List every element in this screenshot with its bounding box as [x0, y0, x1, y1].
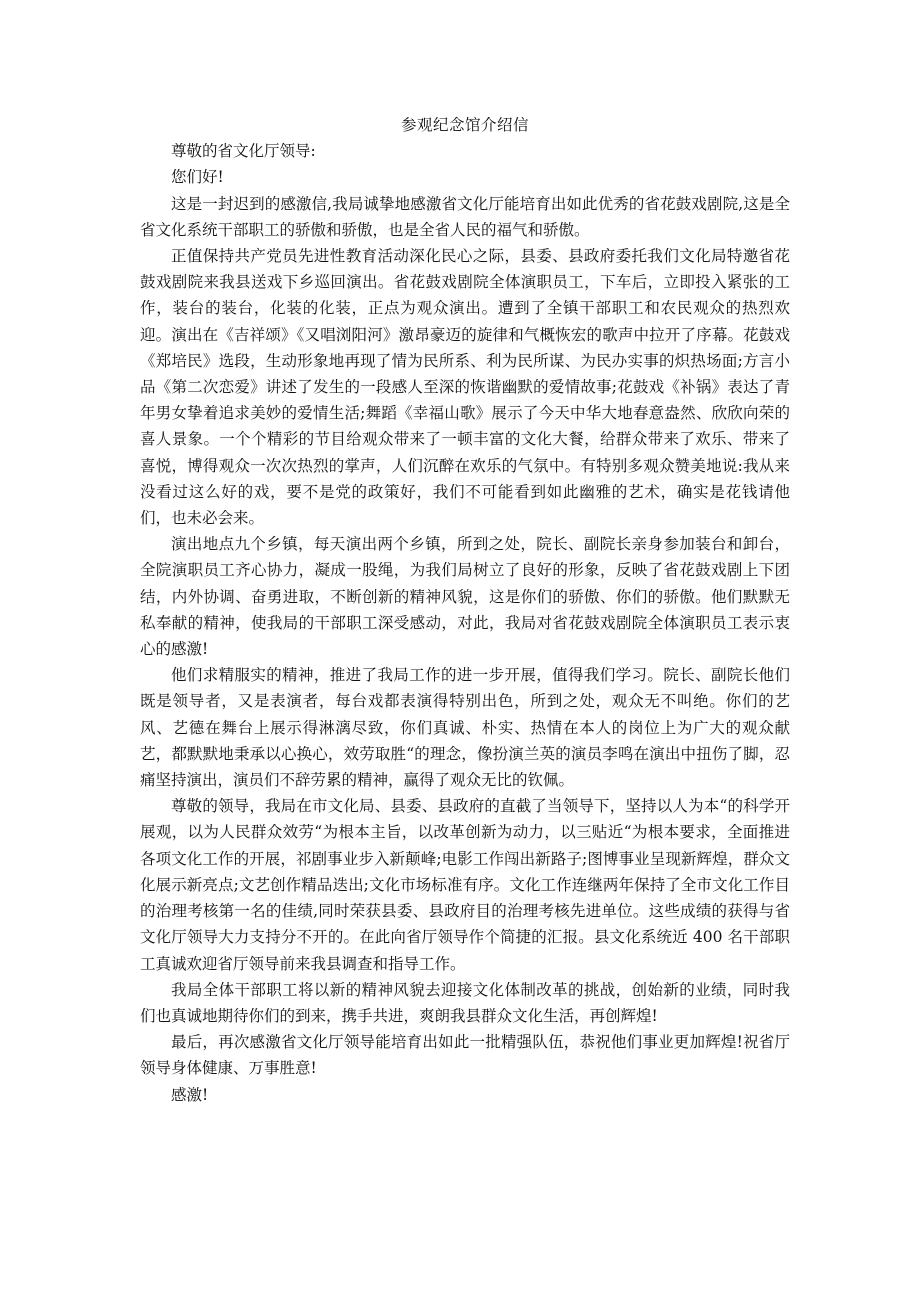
paragraph-4: 他们求精服实的精神，推进了我局工作的进一步开展，值得我们学习。院长、副院长他们既是领导者，又是表演者，每台戏都表演得特别出色，所到之处，观众无不叫绝。你们的艺风、艺德在舞台上展示得淋漓尽致，你们真诚、朴实、热情在本人的岗位上为广大的观众献艺，都默默地秉承以心换心，效劳取胜“的理念，像扮演兰英的演员李鸣在演出中扭伤了脚，忍痛坚持演出，演员们不辞劳累的精神，赢得了观众无比的钦佩。: [140, 666, 790, 790]
closing: 感激!: [171, 1085, 209, 1104]
letter-page: [140, 112, 790, 1108]
greeting: 您们好!: [171, 168, 224, 187]
paragraph-2: 正值保持共产党员先进性教育活动深化民心之际，县委、县政府委托我们文化局特邀省花鼓戏剧院来我县送戏下乡巡回演出。省花鼓戏剧院全体演职员工，下车后，立即投入紧张的工作，装台的装台，化装的化装，正点为观众演出。遭到了全镇干部职工和农民观众的热烈欢迎。演出在《吉祥颂》《又唱浏阳河》激昂豪迈的旋律和气概恢宏的歌声中拉开了序幕。花鼓戏《郑培民》选段，生动形象地再现了情为民所系、利为民所谋、为民办实事的炽热场面;方言小品《第二次恋爱》讲述了发生的一段感人至深的恢谐幽默的爱情故事;花鼓戏《补锅》表达了青年男女挚着追求美妙的爱情生活;舞蹈《幸福山歌》展示了今天中华大地春意盎然、欣欣向荣的喜人景象。一个个精彩的节目给观众带来了一顿丰富的文化大餐，给群众带来了欢乐、带来了喜悦，博得观众一次次热烈的掌声，人们沉醉在欢乐的气氛中。有特别多观众赞美地说:我从来没看过这么好的戏，要不是党的政策好，我们不可能看到如此幽雅的艺术，确实是花钱请他们，也未必会来。: [140, 247, 790, 528]
paragraph-1: 这是一封迟到的感激信,我局诚挚地感激省文化厅能培育出如此优秀的省花鼓戏剧院,这是全省文化系统干部职工的骄傲和骄傲，也是全省人民的福气和骄傲。: [140, 194, 790, 239]
letter-title: 参观纪念馆介绍信: [400, 116, 529, 134]
salutation: 尊敬的省文化厅领导:: [171, 142, 316, 161]
paragraph-7: 最后，再次感激省文化厅领导能培育出如此一批精强队伍，恭祝他们事业更加辉煌!祝省厅领导身体健康、万事胜意!: [140, 1033, 790, 1078]
paragraph-5: 尊敬的领导，我局在市文化局、县委、县政府的直截了当领导下，坚持以人为本“的科学开展观，以为人民群众效劳“为根本主旨，以改革创新为动力，以三贴近“为根本要求，全面推进各项文化工作的开展，祁剧事业步入新颠峰;电影工作闯出新路子;图博事业呈现新辉煌，群众文化展示新亮点;文艺创作精品迭出;文化市场标准有序。文化工作连继两年保持了全市文化工作目的治理考核第一名的佳绩,同时荣获县委、县政府目的治理考核先进单位。这些成绩的获得与省文化厅领导大力支持分不开的。在此向省厅领导作个简捷的汇报。县文化系统近 400 名干部职工真诚欢迎省厅领导前来我县调查和指导工作。: [140, 797, 790, 973]
paragraph-6: 我局全体干部职工将以新的精神风貌去迎接文化体制改革的挑战，创始新的业绩，同时我们也真诚地期待你们的到来，携手共进，爽朗我县群众文化生活，再创辉煌!: [140, 980, 790, 1025]
paragraph-3: 演出地点九个乡镇，每天演出两个乡镇，所到之处，院长、副院长亲身参加装台和卸台，全院演职员工齐心协力，凝成一股绳，为我们局树立了良好的形象，反映了省花鼓戏剧上下团结，内外协调、奋勇进取，不断创新的精神风貌，这是你们的骄傲、你们的骄傲。他们默默无私奉献的精神，使我局的干部职工深受感动，对此，我局对省花鼓戏剧院全体演职员工表示衷心的感激!: [140, 535, 790, 659]
